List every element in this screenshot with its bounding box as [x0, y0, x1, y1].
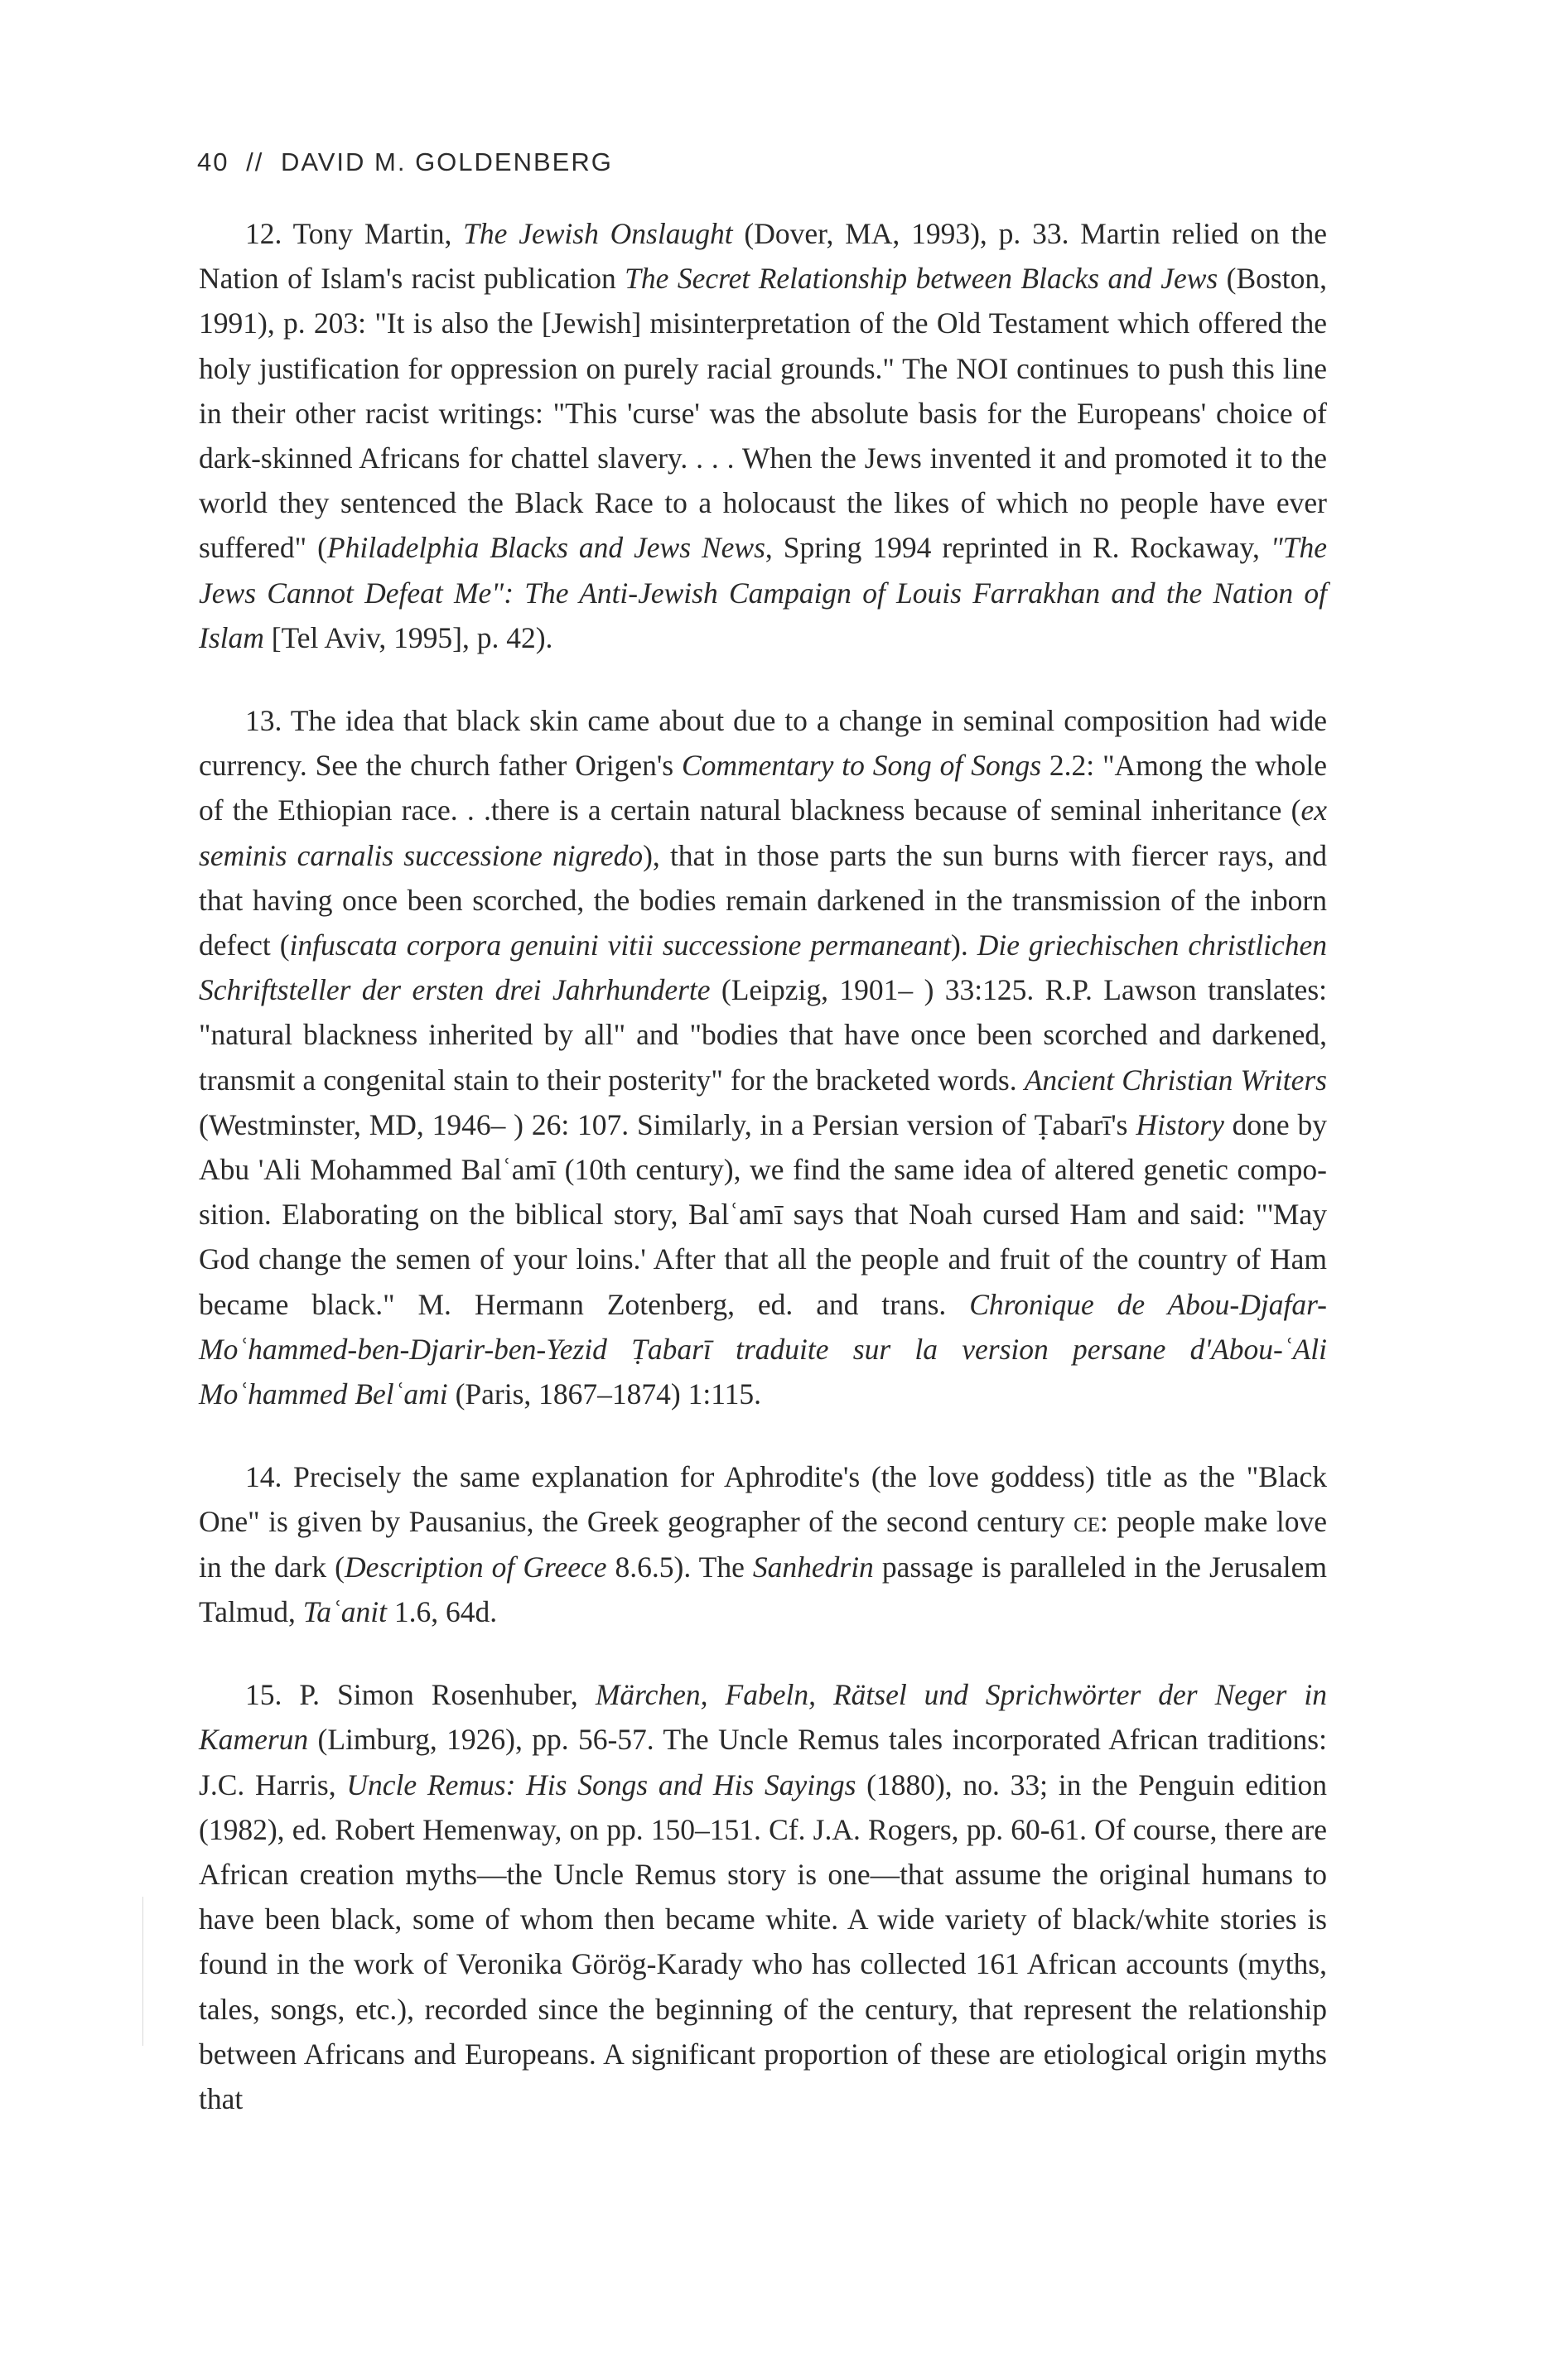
author-name: DAVID M. GOLDENBERG	[280, 147, 613, 176]
endnote-text: (Leipzig, 1901– ) 33:125. R.P. Lawson translates: "natural blackness inherited by all" and "bodies that have once been scorched and darkened, transmit a congenital stain to their posterity" for the bracketed words.	[199, 973, 1327, 1097]
endnote-text: (Boston, 1991), p. 203: "It is also the [Jewish] misinterpretation of the Old Testament which offered the holy justification for oppression on purely racial grounds." The NOI continues to push this line in their other racist writings: "This 'curse' was the absolute basis for the Europeans' choice of dark-skinned Africans for chattel slavery. . . . When the Jews invented it and promoted it to the world they sentenced the Black Race to a holocaust the likes of which no people have ever suffered" (	[199, 262, 1327, 565]
endnote-text: ).	[951, 928, 977, 962]
endnote-text: (Limburg, 1926), pp. 56-57. The Uncle Remus tales incorporated African traditions: J.C. Harris,	[199, 1723, 1327, 1801]
endnote-text: , Spring 1994 reprinted in R. Rockaway,	[765, 531, 1271, 565]
italic-title: Ancient Christian Writers	[1024, 1063, 1327, 1097]
italic-title: Commentary to Song of Songs	[681, 749, 1042, 783]
italic-title: Philadelphia Blacks and Jews News	[326, 531, 765, 565]
small-caps-text: ce	[1073, 1505, 1101, 1539]
italic-title: ex seminis carnalis successione nigredo	[199, 793, 1327, 872]
endnote-text: passage is paralleled in the Jerusalem Talmud,	[199, 1550, 1327, 1628]
italic-title: The Secret Relationship between Blacks and Jews	[625, 262, 1218, 296]
endnote-text: done by Abu 'Ali Mohammed Balʿamī (10th century), we find the same idea of altered genetic composition. Elaborating on the biblical story, Balʿamī says that Noah cursed Ham and said: "'May God change the semen of your loins.' After that all the people and fruit of the country of Ham became black." M. Hermann Zotenberg, ed. and trans.	[199, 1107, 1327, 1321]
endnote-text: The idea that black skin came about due to a change in seminal composition had wide currency. See the church father Origen's	[199, 704, 1327, 783]
italic-title: The Jewish Onslaught	[463, 217, 733, 250]
endnote-text: Precisely the same explanation for Aphrodite's (the love goddess) title as the "Black One" is given by Pausanius, the Greek geographer of the second century	[199, 1460, 1327, 1539]
italic-title: Chronique de Abou-Djafar-Moʿhammed-ben-Djarir-ben-Yezid Ṭabarī traduite sur la version persane d'Abou-ʿAli Moʿhammed Belʿami	[199, 1287, 1327, 1411]
endnote-13	[199, 698, 1327, 1416]
italic-title: History	[1136, 1107, 1224, 1141]
endnote-text: (Dover, MA, 1993), p. 33. Martin relied on the Nation of Islam's racist publication	[199, 217, 1328, 296]
endnote-number: 13.	[245, 704, 282, 738]
italic-title: Sanhedrin	[752, 1550, 874, 1584]
endnote-text: (Westminster, MD, 1946– ) 26: 107. Similarly, in a Persian version of Ṭabarī's	[199, 1107, 1136, 1141]
page-number: 40	[197, 147, 229, 176]
endnote-text: [Tel Aviv, 1995], p. 42).	[263, 620, 553, 654]
endnote-text: 8.6.5). The	[606, 1550, 753, 1584]
endnote-number: 14.	[245, 1460, 282, 1494]
endnote-text: Tony Martin,	[292, 217, 464, 250]
header-separator: //	[246, 147, 264, 176]
italic-title: Description of Greece	[345, 1550, 607, 1584]
endnote-12	[199, 211, 1327, 660]
endnote-number: 15.	[245, 1678, 282, 1712]
endnote-text: (Paris, 1867–1874) 1:115.	[447, 1377, 762, 1411]
endnote-number: 12.	[245, 217, 282, 250]
endnote-text: : people make love in the dark (	[199, 1505, 1327, 1584]
italic-title: "The Jews Cannot Defeat Me": The Anti-Jewish Campaign of Louis Farrakhan and the Nation of Islam	[199, 531, 1327, 654]
endnote-text: 1.6, 64d.	[387, 1594, 498, 1628]
endnote-text: ), that in those parts the sun burns with fiercer rays, and that having once been scorched, the bodies remain darkened in the transmission of the inborn defect (	[199, 838, 1327, 962]
endnotes-section	[199, 211, 1327, 2159]
endnote-text: 2.2: "Among the whole of the Ethiopian race. . .there is a certain natural blackness because of seminal inheritance (	[199, 749, 1327, 827]
italic-title: Die griechischen christlichen Schriftsteller der ersten drei Jahrhunderte	[199, 928, 1328, 1007]
endnote-text: P. Simon Rosenhuber,	[299, 1678, 596, 1712]
endnote-text: (1880), no. 33; in the Penguin edition (1982), ed. Robert Hemenway, on pp. 150–151. Cf. J.A. Rogers, pp. 60-61. Of course, there are African creation myths—the Uncle Remus story is one—that assume the original humans to have been black, some of whom then became white. A wide variety of black/white stories is found in the work of Veronika Görög-Karady who has collected 161 African accounts (myths, tales, songs, etc.), recorded since the beginning of the century, that represent the relationship between Africans and Europeans. A significant proportion of these are etiological origin myths that	[199, 1767, 1327, 2115]
italic-title: infuscata corpora genuini vitii successione permaneant	[289, 928, 952, 962]
margin-mark	[142, 1897, 143, 2046]
italic-title: Märchen, Fabeln, Rätsel und Sprichwörter der Neger in Kamerun	[199, 1678, 1327, 1757]
endnote-14	[199, 1454, 1327, 1634]
running-head	[197, 147, 613, 177]
italic-title: Taʿanit	[302, 1594, 387, 1628]
endnote-15	[199, 1672, 1327, 2121]
italic-title: Uncle Remus: His Songs and His Sayings	[346, 1767, 856, 1801]
